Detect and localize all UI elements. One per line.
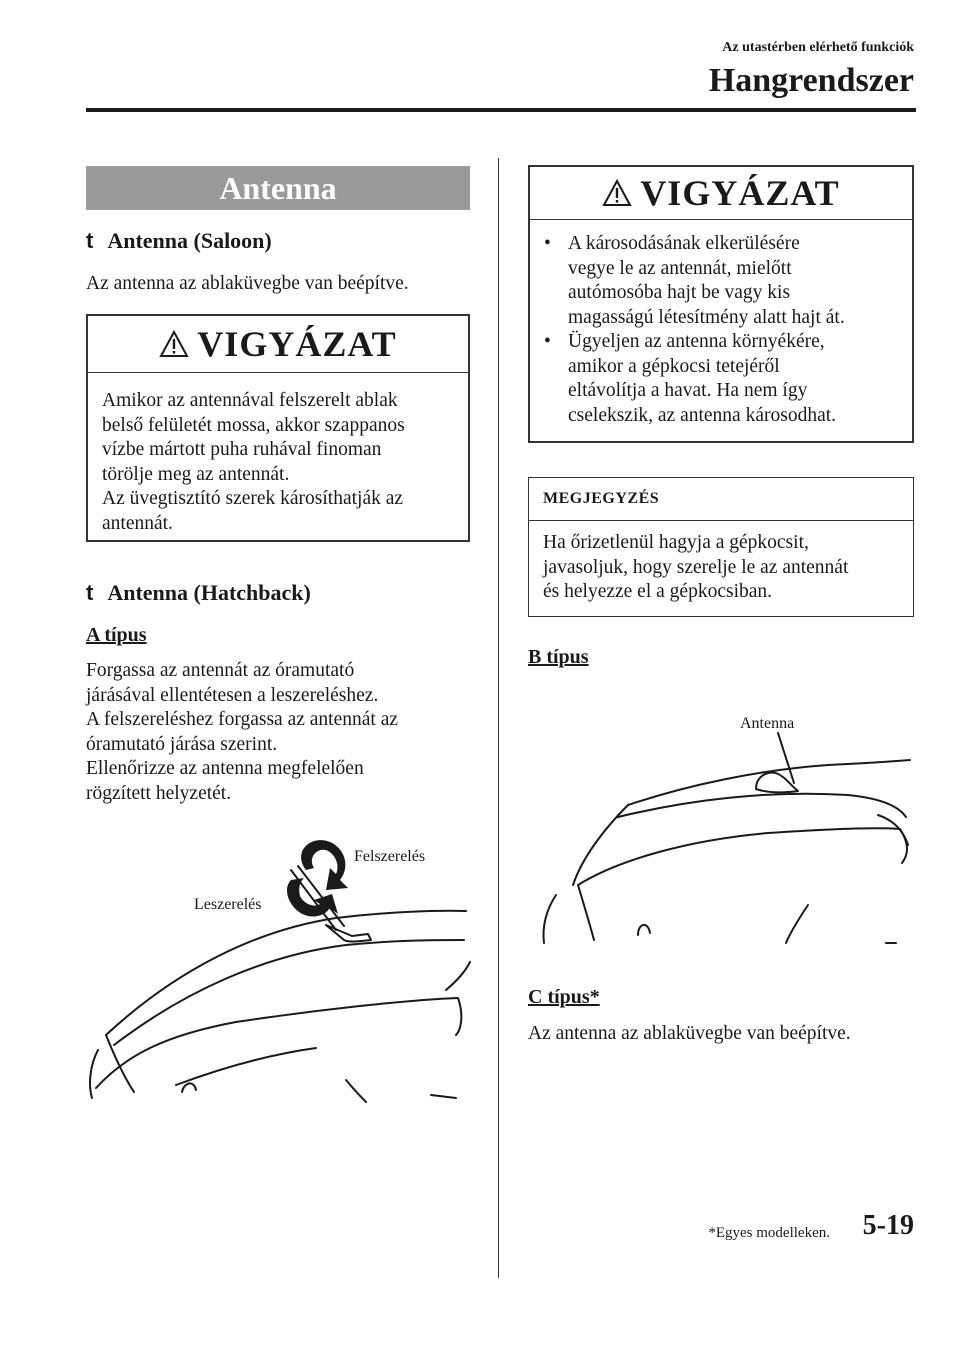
caution-line: vízbe mártott puha ruhával finoman [102,439,382,460]
caution-line: eltávolítja a havat. Ha nem így [568,380,808,401]
type-a-label: A típus [86,624,147,646]
footnote: *Egyes modelleken. [708,1225,830,1241]
caution-line: autómosóba hajt be vagy kis [568,282,791,303]
bullet-dot: • [544,331,551,352]
text-line: Forgassa az antennát az óramutató [86,660,355,681]
text-line: rögzített helyzetét. [86,782,232,804]
label-remove: Leszerelés [194,896,262,913]
note-title: MEGJEGYZÉS [543,490,660,507]
caution-title-row [530,167,912,220]
running-header-section: Az utastérben elérhető funkciók [722,40,914,55]
note-body [529,521,913,605]
caution-line: antennát. [102,512,173,534]
warning-triangle-icon [159,330,189,358]
subheading-hatchback [86,580,311,606]
caution-bullet [542,232,904,330]
saloon-text: Az antenna az ablaküvegbe van beépítve. [86,273,409,294]
illustration-type-a [86,830,476,1105]
warning-triangle-icon [602,179,632,207]
caution-line: belső felületét mossa, akkor szappanos [102,414,405,436]
caution-line: magasságú létesítmény alatt hajt át. [568,306,845,328]
header-rule [86,108,916,112]
caution-box-2 [528,165,914,443]
caution-line: Az üvegtisztító szerek károsíthatják az [102,488,404,509]
text-line: A felszereléshez forgassa az antennát az [86,709,399,730]
section-title: Antenna [86,166,470,210]
subheading-bullet: t [86,580,94,605]
caution-line: A károsodásának elkerülésére [568,233,800,254]
caution-body [530,220,912,428]
car-rear-illustration [528,705,918,950]
subheading-text: Antenna (Saloon) [107,228,272,253]
running-header-chapter: Hangrendszer [708,62,914,99]
bullet-dot: • [544,233,551,254]
label-install: Felszerelés [354,848,426,865]
text-line: Ellenőrizze az antenna megfelelően [86,758,364,779]
type-c-label: C típus* [528,986,600,1008]
caution-line: Amikor az antennával felszerelt ablak [102,390,398,411]
note-line: és helyezze el a gépkocsiban. [543,581,773,602]
illustration-type-b [528,705,918,950]
caution-bullet [542,330,904,428]
caution-title: VIGYÁZAT [197,324,397,364]
page-number: 5-19 [862,1210,914,1241]
text-line: óramutató járása szerint. [86,733,278,755]
note-box [528,477,914,617]
note-line: javasoljuk, hogy szerelje le az antennát [543,556,849,578]
caution-line: Ügyeljen az antenna környékére, [568,331,825,352]
column-divider [498,158,499,1278]
caution-line: amikor a gépkocsi tetejéről [568,355,780,377]
note-line: Ha őrizetlenül hagyja a gépkocsit, [543,532,809,553]
caution-line: cselekszik, az antenna károsodhat. [568,404,837,426]
caution-line: vegye le az antennát, mielőtt [568,257,792,279]
caution-line: törölje meg az antennát. [102,463,290,485]
caution-title-row [88,316,468,373]
caution-box-1 [86,314,470,542]
type-b-label: B típus [528,646,589,668]
caution-title: VIGYÁZAT [640,173,840,213]
subheading-saloon [86,228,272,254]
hatchback-text [86,659,398,806]
note-title-row [529,478,913,521]
caution-body [88,373,468,536]
type-c-text: Az antenna az ablaküvegbe van beépítve. [528,1023,851,1044]
subheading-bullet: t [86,228,94,253]
car-rear-illustration [86,830,476,1105]
subheading-text: Antenna (Hatchback) [107,580,311,605]
text-line: járásával ellentétesen a leszereléshez. [86,684,379,706]
label-antenna: Antenna [740,715,795,732]
